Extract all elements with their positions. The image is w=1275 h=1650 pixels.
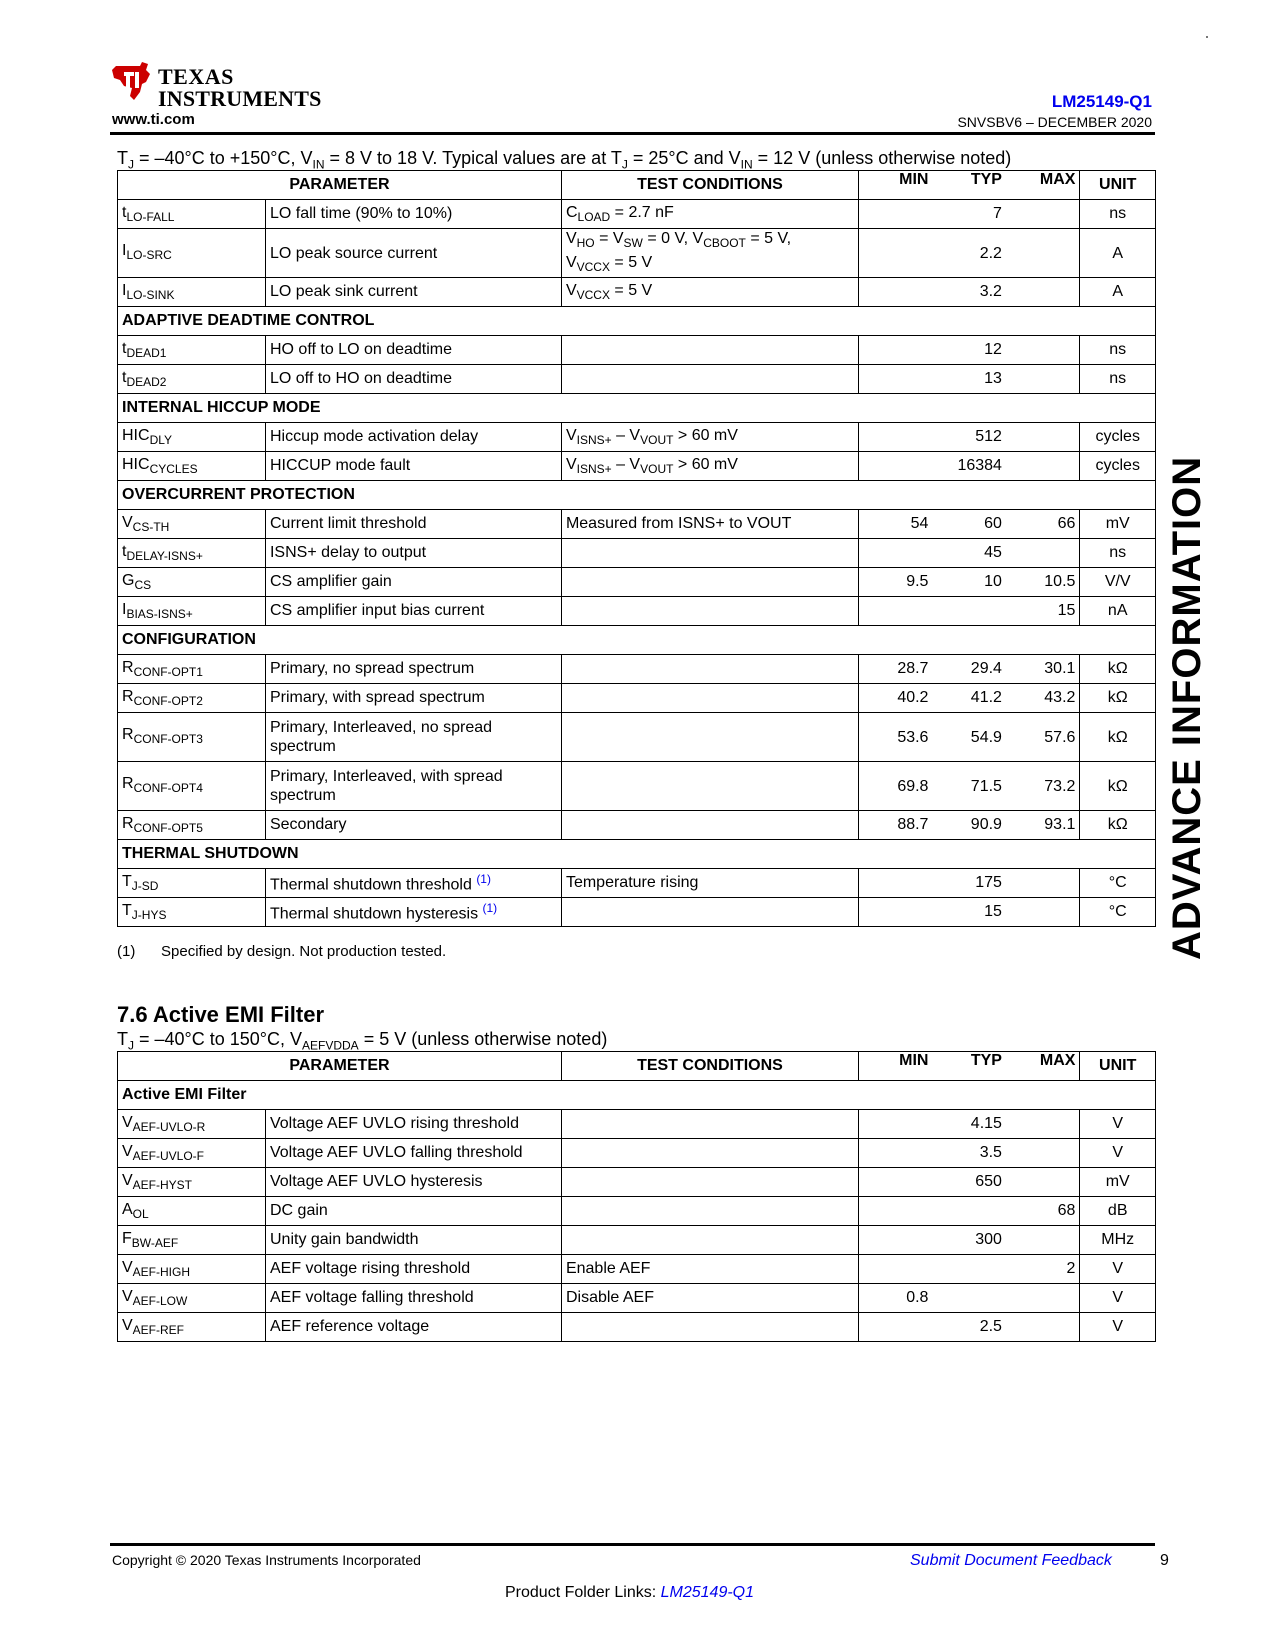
unit: ns (1080, 336, 1156, 365)
section-row: ADAPTIVE DEADTIME CONTROL (118, 307, 1156, 336)
param-desc: Primary, with spread spectrum (265, 684, 561, 713)
ti-logo (110, 60, 322, 111)
param-symbol: $V_{AEF-REF}$ (118, 1313, 266, 1342)
table-row (118, 762, 1156, 811)
unit: V (1080, 1110, 1156, 1139)
table-row (118, 336, 1156, 365)
table-header-row (118, 1052, 1156, 1081)
test-condition (561, 336, 858, 365)
param-desc: Current limit threshold (265, 510, 561, 539)
param-desc: Primary, Interleaved, no spread spectrum (265, 713, 561, 762)
test-condition (561, 898, 858, 927)
table-row (118, 1313, 1156, 1342)
param-desc: AEF reference voltage (265, 1313, 561, 1342)
test-condition (561, 1226, 858, 1255)
min-typ-max: 16384 (858, 452, 1079, 481)
test-condition: Measured from ISNS+ to VOUT (561, 510, 858, 539)
param-symbol: $V_{AEF-HYST}$ (118, 1168, 266, 1197)
footnote: (1) Specified by design. Not production tested. (117, 943, 447, 960)
test-condition (561, 684, 858, 713)
test-condition (561, 811, 858, 840)
min-typ-max: 68 (858, 1197, 1079, 1226)
param-desc: Unity gain bandwidth (265, 1226, 561, 1255)
param-desc: AEF voltage rising threshold (265, 1255, 561, 1284)
section-row: Active EMI Filter (118, 1081, 1156, 1110)
min-typ-max: 512 (858, 423, 1079, 452)
param-symbol: $R_{CONF-OPT1}$ (118, 655, 266, 684)
param-desc: HO off to LO on deadtime (265, 336, 561, 365)
section-row: THERMAL SHUTDOWN (118, 840, 1156, 869)
unit: ns (1080, 200, 1156, 229)
min-typ-max: 69.8 71.5 73.2 (858, 762, 1079, 811)
table-row (118, 1139, 1156, 1168)
test-condition (561, 1110, 858, 1139)
min-typ-max: 4.15 (858, 1110, 1079, 1139)
param-desc: LO peak sink current (265, 278, 561, 307)
unit: kΩ (1080, 811, 1156, 840)
table-row (118, 1110, 1156, 1139)
product-folder-link[interactable]: LM25149-Q1 (660, 1584, 755, 1601)
table-row (118, 811, 1156, 840)
logo-line-2: INSTRUMENTS (158, 86, 322, 111)
table-row (118, 452, 1156, 481)
table-row (118, 684, 1156, 713)
param-desc: Primary, no spread spectrum (265, 655, 561, 684)
min-typ-max: 3.2 (858, 278, 1079, 307)
min-typ-max: 13 (858, 365, 1079, 394)
param-desc: LO fall time (90% to 10%) (265, 200, 561, 229)
header-unit: UNIT (1080, 1052, 1156, 1081)
param-symbol: $t_{DEAD2}$ (118, 365, 266, 394)
param-symbol: $V_{CS-TH}$ (118, 510, 266, 539)
test-condition (561, 365, 858, 394)
unit: V (1080, 1139, 1156, 1168)
test-condition: Temperature rising (561, 869, 858, 898)
param-symbol: $R_{CONF-OPT3}$ (118, 713, 266, 762)
test-condition: $V_{ISNS+} - V_{VOUT} > 60$ mV (561, 423, 858, 452)
header-unit: UNIT (1080, 171, 1156, 200)
test-condition (561, 762, 858, 811)
test-condition: Enable AEF (561, 1255, 858, 1284)
min-typ-max: 54 60 66 (858, 510, 1079, 539)
param-symbol: $V_{AEF-HIGH}$ (118, 1255, 266, 1284)
param-symbol: $T_{J-SD}$ (118, 869, 266, 898)
electrical-characteristics-table (117, 170, 1156, 927)
min-typ-max: 300 (858, 1226, 1079, 1255)
test-condition (561, 539, 858, 568)
param-desc: Voltage AEF UVLO hysteresis (265, 1168, 561, 1197)
param-symbol: $V_{AEF-LOW}$ (118, 1284, 266, 1313)
header-parameter: PARAMETER (118, 1052, 562, 1081)
unit: °C (1080, 898, 1156, 927)
min-typ-max: 650 (858, 1168, 1079, 1197)
unit: °C (1080, 869, 1156, 898)
table-row (118, 278, 1156, 307)
param-desc: Primary, Interleaved, with spread spectrum (265, 762, 561, 811)
table-row (118, 365, 1156, 394)
min-typ-max: 15 (858, 898, 1079, 927)
part-number-link[interactable]: LM25149-Q1 (1051, 92, 1152, 111)
unit: dB (1080, 1197, 1156, 1226)
param-desc: LO peak source current (265, 229, 561, 278)
table-row (118, 229, 1156, 278)
table-row (118, 423, 1156, 452)
unit: MHz (1080, 1226, 1156, 1255)
table-row (118, 1197, 1156, 1226)
table-row (118, 200, 1156, 229)
min-typ-max: 7 (858, 200, 1079, 229)
corner-dot (1206, 36, 1208, 38)
unit: kΩ (1080, 713, 1156, 762)
table-row (118, 1226, 1156, 1255)
submit-feedback-link[interactable]: Submit Document Feedback (910, 1552, 1112, 1569)
header-test-conditions: TEST CONDITIONS (561, 171, 858, 200)
min-typ-max: 88.7 90.9 93.1 (858, 811, 1079, 840)
table-row (118, 869, 1156, 898)
param-symbol: $T_{J-HYS}$ (118, 898, 266, 927)
table-header-row (118, 171, 1156, 200)
min-typ-max: 12 (858, 336, 1079, 365)
unit: V/V (1080, 568, 1156, 597)
test-condition (561, 1197, 858, 1226)
section-title: 7.6 Active EMI Filter (117, 1002, 325, 1027)
test-condition (561, 568, 858, 597)
header-test-conditions: TEST CONDITIONS (561, 1052, 858, 1081)
param-desc: HICCUP mode fault (265, 452, 561, 481)
param-symbol: $I_{LO-SRC}$ (118, 229, 266, 278)
param-desc: DC gain (265, 1197, 561, 1226)
header-min-typ-max: MIN TYP MAX (858, 1052, 1079, 1081)
table-row (118, 568, 1156, 597)
table-row (118, 1255, 1156, 1284)
unit: V (1080, 1313, 1156, 1342)
param-desc: Voltage AEF UVLO falling threshold (265, 1139, 561, 1168)
param-desc: Thermal shutdown threshold $^{(1)}$ (265, 869, 561, 898)
param-desc: Hiccup mode activation delay (265, 423, 561, 452)
unit: A (1080, 278, 1156, 307)
table-row (118, 539, 1156, 568)
table-row (118, 1284, 1156, 1313)
param-desc: AEF voltage falling threshold (265, 1284, 561, 1313)
test-condition: $V_{ISNS+} - V_{VOUT} > 60$ mV (561, 452, 858, 481)
param-symbol: $I_{BIAS-ISNS+}$ (118, 597, 266, 626)
param-desc: Secondary (265, 811, 561, 840)
param-symbol: $V_{AEF-UVLO-R}$ (118, 1110, 266, 1139)
unit: V (1080, 1255, 1156, 1284)
min-typ-max: 40.2 41.2 43.2 (858, 684, 1079, 713)
param-symbol: $t_{DELAY-ISNS+}$ (118, 539, 266, 568)
test-condition (561, 1313, 858, 1342)
test-condition (561, 1168, 858, 1197)
unit: V (1080, 1284, 1156, 1313)
website-link[interactable]: www.ti.com (112, 111, 195, 128)
param-desc: CS amplifier gain (265, 568, 561, 597)
param-symbol: $R_{CONF-OPT4}$ (118, 762, 266, 811)
param-symbol: $t_{LO-FALL}$ (118, 200, 266, 229)
section-row: CONFIGURATION (118, 626, 1156, 655)
min-typ-max: 53.6 54.9 57.6 (858, 713, 1079, 762)
min-typ-max: 2.5 (858, 1313, 1079, 1342)
unit: cycles (1080, 423, 1156, 452)
unit: nA (1080, 597, 1156, 626)
min-typ-max: 15 (858, 597, 1079, 626)
param-symbol: $HIC_{CYCLES}$ (118, 452, 266, 481)
table-row (118, 713, 1156, 762)
header-min-typ-max: MIN TYP MAX (858, 171, 1079, 200)
param-symbol: $R_{CONF-OPT2}$ (118, 684, 266, 713)
table-row (118, 898, 1156, 927)
table-row (118, 510, 1156, 539)
header-rule (110, 132, 1155, 135)
logo-line-1: TEXAS (158, 64, 234, 89)
min-typ-max: 175 (858, 869, 1079, 898)
test-condition (561, 1139, 858, 1168)
param-symbol: $A_{OL}$ (118, 1197, 266, 1226)
unit: ns (1080, 365, 1156, 394)
param-symbol: $G_{CS}$ (118, 568, 266, 597)
test-condition: $V_{HO} = V_{SW} = 0$ V, $V_{CBOOT} = 5$ V, $V_{VCCX} = 5$ V (561, 229, 858, 278)
table-row (118, 655, 1156, 684)
footnote-ref-link[interactable]: (1) (482, 901, 498, 916)
product-folder-links: Product Folder Links: LM25149-Q1 (505, 1584, 755, 1601)
table-row (118, 597, 1156, 626)
min-typ-max: 2.2 (858, 229, 1079, 278)
unit: mV (1080, 1168, 1156, 1197)
copyright: Copyright © 2020 Texas Instruments Incorporated (112, 1552, 421, 1568)
test-condition (561, 597, 858, 626)
param-desc: CS amplifier input bias current (265, 597, 561, 626)
footnote-ref-link[interactable]: (1) (476, 872, 491, 887)
ti-logo-icon (110, 60, 154, 104)
unit: kΩ (1080, 684, 1156, 713)
table2-conditions: $T_J = -40^\circ C$ to 150°C, $V_{AEFVDDA} = 5$ V (unless otherwise noted) (117, 1029, 608, 1053)
header-parameter: PARAMETER (118, 171, 562, 200)
test-condition: Disable AEF (561, 1284, 858, 1313)
unit: ns (1080, 539, 1156, 568)
param-symbol: $V_{AEF-UVLO-F}$ (118, 1139, 266, 1168)
test-condition: $V_{VCCX} = 5$ V (561, 278, 858, 307)
param-desc: Thermal shutdown hysteresis $^{(1)}$ (265, 898, 561, 927)
min-typ-max: 28.7 29.4 30.1 (858, 655, 1079, 684)
test-condition (561, 713, 858, 762)
page-number: 9 (1160, 1552, 1169, 1569)
advance-information-banner: ADVANCE INFORMATION (1165, 455, 1209, 960)
unit: kΩ (1080, 762, 1156, 811)
footer-rule (110, 1543, 1155, 1546)
min-typ-max: 45 (858, 539, 1079, 568)
param-desc: Voltage AEF UVLO rising threshold (265, 1110, 561, 1139)
min-typ-max: 0.8 (858, 1284, 1079, 1313)
test-condition: $C_{LOAD} = 2.7$ nF (561, 200, 858, 229)
unit: A (1080, 229, 1156, 278)
param-symbol: $t_{DEAD1}$ (118, 336, 266, 365)
active-emi-filter-table (117, 1051, 1156, 1342)
test-condition (561, 655, 858, 684)
table1-conditions: $T_J = -40^\circ C$ to +150°C, $V_{IN} = 8$ V to 18 V. Typical values are at $T_J = 25^\circ C$ and $V_{IN} = 12$ V (unless otherwise noted) (117, 148, 1012, 172)
param-symbol: $HIC_{DLY}$ (118, 423, 266, 452)
param-desc: ISNS+ delay to output (265, 539, 561, 568)
section-row: INTERNAL HICCUP MODE (118, 394, 1156, 423)
min-typ-max: 3.5 (858, 1139, 1079, 1168)
doc-id: SNVSBV6 – DECEMBER 2020 (957, 114, 1152, 130)
unit: cycles (1080, 452, 1156, 481)
min-typ-max: 2 (858, 1255, 1079, 1284)
table-row (118, 1168, 1156, 1197)
param-symbol: $R_{CONF-OPT5}$ (118, 811, 266, 840)
section-row: OVERCURRENT PROTECTION (118, 481, 1156, 510)
unit: kΩ (1080, 655, 1156, 684)
param-desc: LO off to HO on deadtime (265, 365, 561, 394)
param-symbol: $F_{BW-AEF}$ (118, 1226, 266, 1255)
param-symbol: $I_{LO-SINK}$ (118, 278, 266, 307)
min-typ-max: 9.5 10 10.5 (858, 568, 1079, 597)
unit: mV (1080, 510, 1156, 539)
